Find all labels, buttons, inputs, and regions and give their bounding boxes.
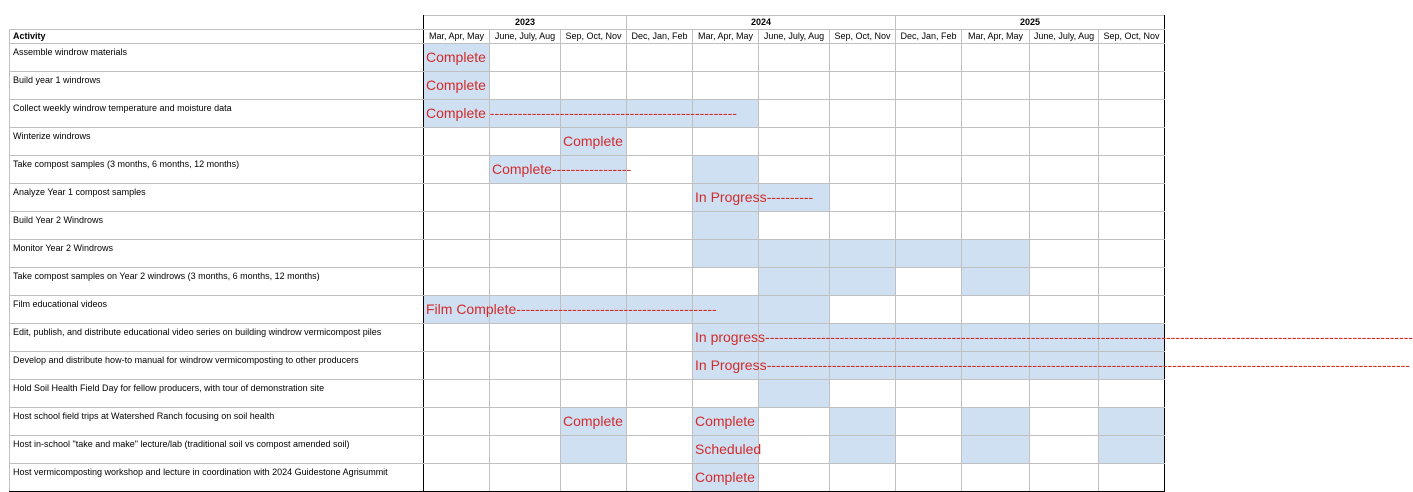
- period-cell: [896, 380, 962, 408]
- period-cell: [830, 296, 896, 324]
- period-cell: [896, 268, 962, 296]
- period-cell: [1099, 296, 1165, 324]
- scheduled-period-cell: [830, 268, 896, 296]
- activity-column-header: Activity: [10, 30, 424, 44]
- scheduled-period-cell: [830, 352, 896, 380]
- period-header: Sep, Oct, Nov: [561, 30, 627, 44]
- year-2023-header: 2023: [424, 16, 627, 30]
- period-cell: [759, 464, 830, 492]
- scheduled-period-cell: [962, 240, 1030, 268]
- scheduled-period-cell: [561, 436, 627, 464]
- period-cell: [1099, 268, 1165, 296]
- period-cell: [424, 324, 490, 352]
- period-cell: [424, 380, 490, 408]
- period-cell: [490, 72, 561, 100]
- period-cell: [424, 240, 490, 268]
- scheduled-period-cell: [759, 240, 830, 268]
- activity-row: [10, 380, 1165, 408]
- scheduled-period-cell: [830, 408, 896, 436]
- activity-label: Edit, publish, and distribute educational video series on building windrow vermicompost piles: [10, 324, 424, 352]
- period-cell: [830, 184, 896, 212]
- status-label: Complete: [563, 133, 623, 149]
- activity-label: Hold Soil Health Field Day for fellow producers, with tour of demonstration site: [10, 380, 424, 408]
- activity-row: [10, 268, 1165, 296]
- scheduled-period-cell: [896, 324, 962, 352]
- period-cell: [830, 128, 896, 156]
- activity-row: [10, 156, 1165, 184]
- period-cell: [896, 156, 962, 184]
- period-cell: [962, 184, 1030, 212]
- period-cell: [561, 324, 627, 352]
- scheduled-period-cell: [693, 156, 759, 184]
- period-cell: [896, 296, 962, 324]
- scheduled-period-cell: [693, 436, 762, 464]
- period-cell: [830, 380, 896, 408]
- activity-label: Collect weekly windrow temperature and moisture data: [10, 100, 424, 128]
- scheduled-period-cell: [1099, 352, 1165, 380]
- status-label: Complete: [695, 469, 755, 485]
- activity-row: [10, 128, 1165, 156]
- period-header: June, July, Aug: [490, 30, 561, 44]
- period-cell: [627, 72, 693, 100]
- scheduled-period-cell: [830, 436, 896, 464]
- status-label: Film Complete-------------------------------------------: [426, 301, 717, 317]
- activity-row: [10, 212, 1165, 240]
- period-cell: [1030, 380, 1099, 408]
- scheduled-period-cell: [561, 100, 627, 128]
- period-cell: [490, 380, 561, 408]
- scheduled-period-cell: [1030, 324, 1099, 352]
- period-header: Dec, Jan, Feb: [627, 30, 693, 44]
- period-cell: [561, 72, 627, 100]
- scheduled-period-cell: [1099, 324, 1165, 352]
- period-cell: [896, 128, 962, 156]
- period-cell: [627, 212, 693, 240]
- header-blank-cell: [10, 16, 424, 30]
- period-header: Mar, Apr, May: [962, 30, 1030, 44]
- status-label: In Progress------------------------------------------------------------------------------------------------------------------------------------------: [695, 357, 1410, 373]
- activity-label: Assemble windrow materials: [10, 44, 424, 72]
- period-cell: [1099, 380, 1165, 408]
- period-header: Mar, Apr, May: [424, 30, 490, 44]
- activity-label: Take compost samples on Year 2 windrows (3 months, 6 months, 12 months): [10, 268, 424, 296]
- status-label: Complete: [426, 49, 486, 65]
- period-cell: [561, 380, 627, 408]
- activity-row: [10, 352, 1165, 380]
- period-cell: [830, 44, 896, 72]
- activity-label: Build Year 2 Windrows: [10, 212, 424, 240]
- period-cell: [1030, 44, 1099, 72]
- period-cell: [896, 44, 962, 72]
- period-cell: [424, 156, 490, 184]
- period-cell: [962, 156, 1030, 184]
- period-cell: [490, 44, 561, 72]
- scheduled-period-cell: [693, 240, 759, 268]
- period-cell: [896, 184, 962, 212]
- scheduled-period-cell: [490, 156, 632, 184]
- period-cell: [1030, 464, 1099, 492]
- period-cell: [693, 380, 759, 408]
- period-cell: [424, 408, 490, 436]
- scheduled-period-cell: [627, 100, 693, 128]
- period-cell: [1030, 240, 1099, 268]
- period-cell: [627, 184, 693, 212]
- period-cell: [561, 352, 627, 380]
- scheduled-period-cell: [490, 296, 561, 324]
- scheduled-period-cell: [759, 184, 830, 212]
- period-cell: [490, 184, 561, 212]
- period-cell: [1099, 184, 1165, 212]
- scheduled-period-cell: [693, 296, 759, 324]
- scheduled-period-cell: [561, 408, 627, 436]
- activity-label: Host vermicomposting workshop and lecture in coordination with 2024 Guidestone Agrisummit: [10, 464, 424, 492]
- scheduled-period-cell: [1099, 408, 1165, 436]
- period-cell: [1030, 72, 1099, 100]
- scheduled-period-cell: [561, 156, 627, 184]
- year-2024-header: 2024: [627, 16, 896, 30]
- period-cell: [1030, 436, 1099, 464]
- status-label: Scheduled: [695, 441, 762, 457]
- period-cell: [1030, 296, 1099, 324]
- activity-row: [10, 464, 1165, 492]
- period-cell: [490, 436, 561, 464]
- period-cell: [490, 464, 561, 492]
- period-cell: [1099, 464, 1165, 492]
- period-cell: [490, 128, 561, 156]
- period-cell: [490, 240, 561, 268]
- period-cell: [759, 156, 830, 184]
- activity-label: Host in-school "take and make" lecture/lab (traditional soil vs compost amended soil): [10, 436, 424, 464]
- period-cell: [424, 464, 490, 492]
- period-cell: [627, 436, 693, 464]
- scheduled-period-cell: [424, 100, 737, 128]
- activity-row: [10, 100, 1165, 128]
- period-cell: [627, 352, 693, 380]
- period-cell: [830, 100, 896, 128]
- scheduled-period-cell: [561, 128, 627, 156]
- period-cell: [759, 436, 830, 464]
- period-cell: [424, 128, 490, 156]
- activity-row: [10, 296, 1165, 324]
- status-label: Complete: [695, 413, 755, 429]
- period-cell: [693, 128, 759, 156]
- period-cell: [1099, 156, 1165, 184]
- period-cell: [627, 44, 693, 72]
- period-cell: [1030, 212, 1099, 240]
- period-cell: [1099, 240, 1165, 268]
- scheduled-period-cell: [962, 352, 1030, 380]
- status-label: Complete: [563, 413, 623, 429]
- period-cell: [627, 464, 693, 492]
- scheduled-period-cell: [424, 44, 490, 72]
- period-cell: [561, 212, 627, 240]
- period-cell: [759, 212, 830, 240]
- period-cell: [962, 72, 1030, 100]
- activity-row: [10, 72, 1165, 100]
- activity-row: [10, 240, 1165, 268]
- period-cell: [1099, 212, 1165, 240]
- period-cell: [693, 268, 759, 296]
- period-cell: [627, 128, 693, 156]
- period-cell: [1030, 408, 1099, 436]
- period-cell: [759, 100, 830, 128]
- year-2025-header: 2025: [896, 16, 1165, 30]
- period-cell: [830, 156, 896, 184]
- period-header: June, July, Aug: [759, 30, 830, 44]
- status-label: Complete-----------------: [492, 161, 632, 177]
- scheduled-period-cell: [693, 324, 1413, 352]
- period-cell: [424, 212, 490, 240]
- period-cell: [1099, 72, 1165, 100]
- period-cell: [1030, 128, 1099, 156]
- period-header: Mar, Apr, May: [693, 30, 759, 44]
- scheduled-period-cell: [561, 296, 627, 324]
- activity-row: [10, 44, 1165, 72]
- period-cell: [561, 240, 627, 268]
- gantt-chart-table: [9, 15, 1413, 492]
- scheduled-period-cell: [759, 296, 830, 324]
- period-cell: [1099, 44, 1165, 72]
- period-cell: [490, 212, 561, 240]
- period-cell: [627, 156, 693, 184]
- activity-row: [10, 408, 1165, 436]
- period-cell: [561, 184, 627, 212]
- period-cell: [896, 212, 962, 240]
- period-cell: [962, 100, 1030, 128]
- period-cell: [962, 464, 1030, 492]
- scheduled-period-cell: [759, 324, 830, 352]
- period-cell: [896, 408, 962, 436]
- status-label: In Progress----------: [695, 189, 814, 205]
- scheduled-period-cell: [830, 240, 896, 268]
- period-cell: [896, 436, 962, 464]
- activity-row: [10, 184, 1165, 212]
- period-cell: [830, 464, 896, 492]
- period-cell: [962, 380, 1030, 408]
- period-cell: [561, 44, 627, 72]
- period-cell: [896, 100, 962, 128]
- period-cell: [627, 408, 693, 436]
- scheduled-period-cell: [1099, 436, 1165, 464]
- scheduled-period-cell: [896, 352, 962, 380]
- period-cell: [1030, 100, 1099, 128]
- period-cell: [962, 44, 1030, 72]
- activity-label: Take compost samples (3 months, 6 months, 12 months): [10, 156, 424, 184]
- period-cell: [561, 464, 627, 492]
- period-header: Sep, Oct, Nov: [1099, 30, 1165, 44]
- period-cell: [561, 268, 627, 296]
- period-cell: [424, 184, 490, 212]
- scheduled-period-cell: [424, 296, 717, 324]
- scheduled-period-cell: [759, 352, 830, 380]
- scheduled-period-cell: [962, 268, 1030, 296]
- period-cell: [490, 268, 561, 296]
- period-cell: [830, 212, 896, 240]
- year-header-row: [10, 16, 1165, 30]
- period-header: June, July, Aug: [1030, 30, 1099, 44]
- period-cell: [627, 324, 693, 352]
- activity-label: Develop and distribute how-to manual for windrow vermicomposting to other producers: [10, 352, 424, 380]
- scheduled-period-cell: [490, 100, 561, 128]
- scheduled-period-cell: [693, 212, 759, 240]
- period-header: Dec, Jan, Feb: [896, 30, 962, 44]
- period-cell: [962, 212, 1030, 240]
- scheduled-period-cell: [896, 240, 962, 268]
- period-cell: [1099, 100, 1165, 128]
- period-cell: [759, 128, 830, 156]
- period-cell: [627, 240, 693, 268]
- scheduled-period-cell: [830, 324, 896, 352]
- activity-label: Build year 1 windrows: [10, 72, 424, 100]
- scheduled-period-cell: [424, 72, 490, 100]
- period-cell: [627, 380, 693, 408]
- period-cell: [490, 352, 561, 380]
- activity-label: Analyze Year 1 compost samples: [10, 184, 424, 212]
- period-cell: [1030, 184, 1099, 212]
- period-cell: [830, 72, 896, 100]
- status-label: Complete -----------------------------------------------------: [426, 105, 737, 121]
- scheduled-period-cell: [962, 436, 1030, 464]
- period-cell: [693, 72, 759, 100]
- scheduled-period-cell: [693, 408, 759, 436]
- period-cell: [759, 408, 830, 436]
- scheduled-period-cell: [1030, 352, 1099, 380]
- scheduled-period-cell: [693, 184, 814, 212]
- scheduled-period-cell: [693, 352, 1410, 380]
- period-cell: [1030, 156, 1099, 184]
- activity-row: [10, 324, 1165, 352]
- scheduled-period-cell: [962, 408, 1030, 436]
- period-cell: [759, 72, 830, 100]
- period-header: Sep, Oct, Nov: [830, 30, 896, 44]
- period-cell: [896, 72, 962, 100]
- period-cell: [962, 128, 1030, 156]
- scheduled-period-cell: [627, 296, 693, 324]
- period-cell: [759, 44, 830, 72]
- activity-label: Host school field trips at Watershed Ranch focusing on soil health: [10, 408, 424, 436]
- period-cell: [424, 268, 490, 296]
- period-cell: [627, 268, 693, 296]
- scheduled-period-cell: [759, 268, 830, 296]
- period-cell: [1099, 128, 1165, 156]
- period-cell: [693, 44, 759, 72]
- period-cell: [490, 324, 561, 352]
- activity-label: Film educational videos: [10, 296, 424, 324]
- activity-label: Monitor Year 2 Windrows: [10, 240, 424, 268]
- period-cell: [424, 352, 490, 380]
- period-cell: [424, 436, 490, 464]
- scheduled-period-cell: [962, 324, 1030, 352]
- scheduled-period-cell: [759, 380, 830, 408]
- period-header-row: [10, 30, 1165, 44]
- period-cell: [490, 408, 561, 436]
- activity-row: [10, 436, 1165, 464]
- period-cell: [896, 464, 962, 492]
- activity-label: Winterize windrows: [10, 128, 424, 156]
- status-label: In progress-------------------------------------------------------------------------------------------------------------------------------------------: [695, 329, 1413, 345]
- scheduled-period-cell: [693, 100, 759, 128]
- period-cell: [962, 296, 1030, 324]
- status-label: Complete: [426, 77, 486, 93]
- scheduled-period-cell: [693, 464, 759, 492]
- period-cell: [1030, 268, 1099, 296]
